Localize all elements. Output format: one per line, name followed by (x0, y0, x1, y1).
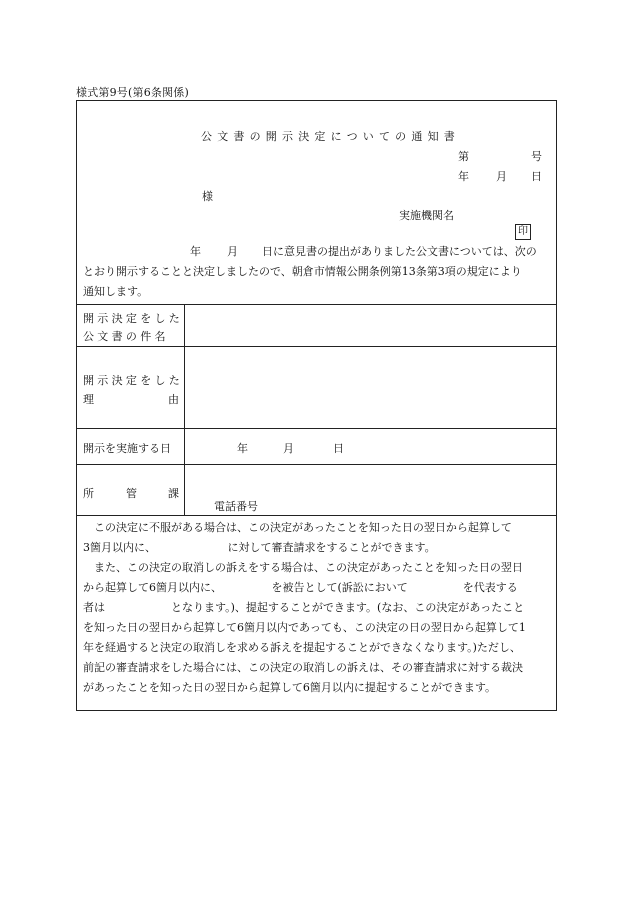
notice-form (76, 100, 557, 711)
notice-line: また、この決定の取消しの訴えをする場合は、この決定があったことを知った日の翌日 (94, 561, 523, 574)
row-divider (77, 464, 556, 465)
row-divider (77, 346, 556, 347)
document-name-field[interactable] (191, 316, 549, 338)
intro-line-1: 日に意見書の提出がありました公文書については、次の (262, 245, 537, 258)
disclosure-year: 年 (237, 442, 248, 455)
intro-line-2: とおり開示することと決定しましたので、朝倉市情報公開条例第13条第3項の規定により (83, 265, 522, 278)
issue-day: 日 (531, 170, 542, 183)
notice-line: 年を経過すると決定の取消しを求める訴えを提起することができなくなります。)ただし、 (83, 641, 521, 654)
number-prefix: 第 (458, 150, 469, 163)
disclosure-date-label: 開示を実施する日 (83, 442, 171, 455)
reason-label-line-1: 開示決定をした (83, 374, 184, 387)
intro-line-3: 通知します。 (83, 285, 149, 298)
document-name-label-line-2: 公文書の件名 (83, 330, 169, 343)
notice-line: があったことを知った日の翌日から起算して6箇月以内に提起することができます。 (83, 681, 497, 694)
notice-line: 者は となります。)、提起することができます。(なお、この決定があったこと (83, 601, 525, 614)
intro-month: 月 (227, 245, 238, 258)
reason-field[interactable] (191, 356, 549, 420)
issue-month: 月 (496, 170, 507, 183)
disclosure-day: 日 (333, 442, 344, 455)
agency-name-label: 実施機関名 (399, 209, 454, 222)
notice-line: この決定に不服がある場合は、この決定があったことを知った日の翌日から起算して (94, 521, 512, 534)
document-title: 公文書の開示決定についての通知書 (201, 130, 460, 143)
disclosure-month: 月 (283, 442, 294, 455)
notice-line: 前記の審査請求をした場合には、この決定の取消しの訴えは、その審査請求に対する裁決 (83, 661, 523, 674)
row-divider (77, 304, 556, 305)
row-divider (77, 515, 556, 516)
reason-label-char-1: 理 (83, 393, 94, 406)
recipient-suffix: 様 (202, 190, 213, 203)
row-divider (77, 428, 556, 429)
notice-line: 3箇月以内に、 に対して審査請求をすることができます。 (83, 541, 436, 554)
section-label-char-3: 課 (168, 487, 179, 500)
intro-year: 年 (190, 245, 201, 258)
notice-line: を知った日の翌日から起算して6箇月以内であっても、この決定の日の翌日から起算して1 (83, 621, 526, 634)
section-label-char-2: 管 (126, 487, 137, 500)
issue-year: 年 (458, 170, 469, 183)
column-divider (184, 304, 185, 515)
phone-number-label: 電話番号 (214, 500, 258, 513)
section-label-char-1: 所 (83, 487, 94, 500)
document-name-label-line-1: 開示決定をした (83, 312, 184, 325)
notice-line: から起算して6箇月以内に、 を被告として(訴訟において を代表する (83, 581, 518, 594)
reason-label-char-2: 由 (168, 393, 179, 406)
seal-mark: 印 (515, 224, 531, 240)
number-suffix: 号 (531, 150, 542, 163)
form-number: 様式第9号(第6条関係) (76, 86, 189, 99)
